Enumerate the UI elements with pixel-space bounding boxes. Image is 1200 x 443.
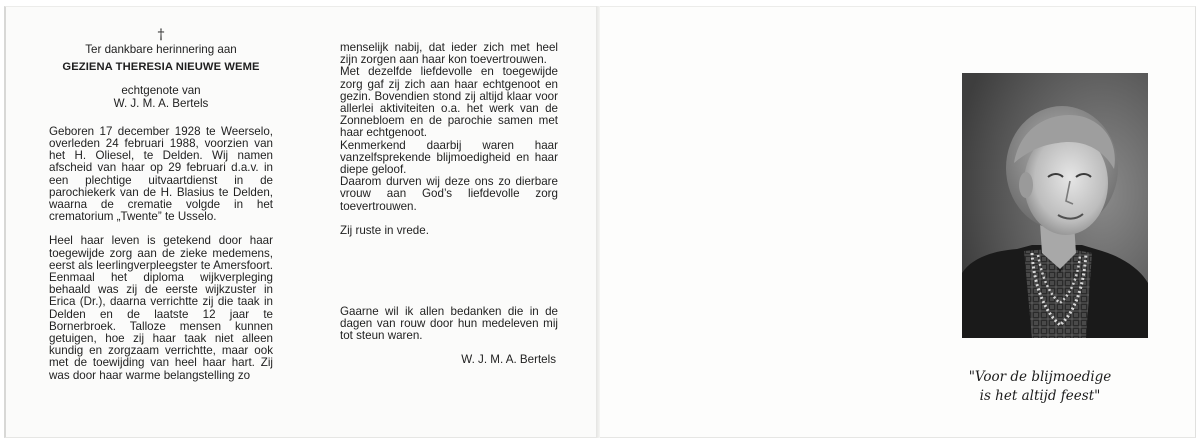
quote-line-2: is het altijd feest" [979, 388, 1101, 404]
family-paragraph: Met dezelfde liefdevolle en toegewijde zorg gaf zij zich aan haar echtgenoot en gezin. Bovendien stond zij altijd klaar voor allerlei aktiviteiten o.a. het werk van de Zonnebloem en de parochie samen met haar echtgenoot. [340, 65, 558, 140]
text-column-left [49, 28, 273, 382]
deceased-name: GEZIENA THERESIA NIEUWE WEME [62, 61, 260, 74]
portrait-photo [962, 73, 1148, 338]
signature: W. J. M. A. Bertels [461, 352, 556, 366]
portrait-illustration [962, 73, 1148, 338]
cross-icon: † [157, 27, 165, 43]
career-paragraph: Heel haar leven is getekend door haar toegewijde zorg aan de zieke medemens, eerst als leerlingverpleegster te Amersfoort. Eenmaal het diploma wijkverpleging behaald was zij de eerste wijkzuster in Erica (Dr.), daarna verrichtte zij die taak in Delden en de laatste 12 jaar te Bornerbroek. Talloze mensen kunnen getuigen, hoe zij haar taak niet alleen kundig en zorgzaam verrichtte, maar ook met de toewijding van heel haar hart. Zij was door haar warme belangstelling zo [49, 234, 273, 382]
intro-line: Ter dankbare herinnering aan [85, 43, 237, 56]
character-paragraph: Kenmerkend daarbij waren haar vanzelfsprekende blijmoedigheid en haar diepe geloof. [340, 138, 558, 177]
rest-in-peace: Zij ruste in vrede. [340, 223, 429, 237]
thanks-paragraph: Gaarne wil ik allen bedanken die in de dagen van rouw door hun medeleven mij tot steun waren. [340, 305, 558, 343]
quote-line-1: "Voor de blijmoedige [968, 369, 1112, 385]
text-column-right [340, 42, 558, 366]
life-paragraph: Geboren 17 december 1928 te Weerselo, overleden 24 februari 1988, voorzien van het H. Oliesel, te Delden. Wij namen afscheid van haar op 29 februari d.a.v. in een plechtige uitvaartdienst in de parochiekerk van de H. Blasius te Delden, waarna de crematie volgde in het crematorium „Twente” te Usselo. [49, 124, 273, 224]
spouse-label: echtgenote van [121, 84, 201, 98]
spouse-name: W. J. M. A. Bertels [113, 96, 209, 110]
entrust-paragraph: Daarom durven wij deze ons zo dierbare vrouw aan God’s liefdevolle zorg toevertrouwen. [340, 175, 558, 213]
continued-paragraph: menselijk nabij, dat ieder zich met heel zijn zorgen aan haar kon toevertrouwen. [340, 41, 558, 67]
quote [940, 368, 1140, 406]
